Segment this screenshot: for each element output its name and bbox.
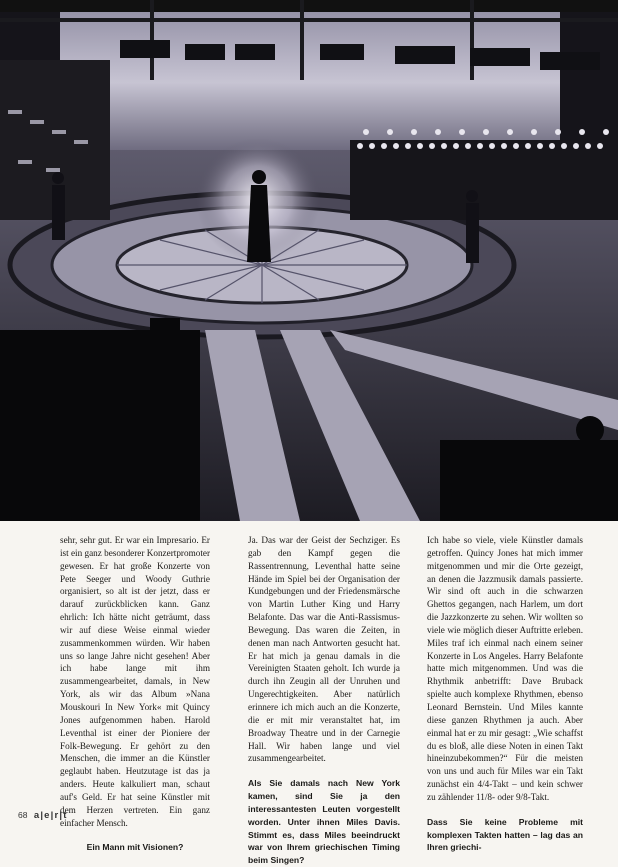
page-footer [18, 810, 68, 821]
text-column-1 [60, 534, 210, 854]
answer-paragraph: Ja. Das war der Geist der Sechziger. Es gab den Kampf gegen die Rassentrennung, Leventhal hatte seine Hände im Spiel bei der Organisation der Kundgebungen und der Friedensmärsche von Martin Luther King und Harry Belafonte. Das war die Anti-Rassismus-Bewegung. Das waren die Zeiten, in denen man nach Antworten gesucht hat. Er hat mich ja genau damals in die Vereinigten Staaten geholt. Ich wurde ja durch ihn Zeugin all der Unruhen und Ungerechtigkeiten. Aber natürlich erinnere ich mich auch an die Konzerte, die er mit mir veranstaltet hat, im Broadway Theatre und in der Carnegie Hall. Wir haben lange und viel zusammengearbeitet. [248, 535, 400, 764]
text-column-3 [427, 534, 583, 854]
choir-silhouettes [350, 140, 618, 220]
text-column-2 [248, 534, 400, 867]
answer-paragraph: sehr, sehr gut. Er war ein Impresario. Er ist ein ganz besonderer Konzertpromoter gewesen. Er hat große Konzerte von Pete Seeger und Woody Guthrie organisiert, so alt ist der jetzt, dass er darauf zurückblicken kann. Ganz ehrlich: Ich hätte nicht geträumt, dass wir auf diese Weise einmal wieder zusammenkommen würden. Wir haben uns so lange Jahre nicht gesehen! Aber ich habe lange mit ihm zusammengearbeitet, damals, in New York, als wir das Album »Nana Mouskouri In New York« mit Quincy Jones aufgenommen haben. Harold Leventhal ist einer der Pioniere der Folk-Bewegung. Er gehört zu den Menschen, die immer an die Künstler geglaubt haben. Heutzutage ist das ja anders. Heute kalkuliert man, schaut auf's Geld. Er hat seine Künstler mit dem Herzen vertreten. Ein ganz einfacher Mensch. [60, 535, 211, 828]
interview-question: Dass Sie keine Probleme mit komplexen Takten hatten – lag das an Ihren griechi- [427, 816, 583, 853]
answer-paragraph: Ich habe so viele, viele Künstler damals getroffen. Quincy Jones hat mich immer mitgenommen und mir die Orte gezeigt, an denen die Jazzmusik damals passierte. Wir sind oft auch in die schwarzen Ghettos gegangen, nach Harlem, um dort die Jazzkonzerte zu sehen. Wir wollten so viele wie möglich dieser Auftritte erleben. Miles traf ich einmal nach einem seiner Konzerte in Los Angeles. Harry Belafonte hatte mich mitgenommen. Und was die Rhythmik anbetrifft: Dave Bruback spielte auch komplexe Rhythmen, ebenso Leonard Bernstein. Und Miles kannte diese ganzen Rhythmen ja auch. Aber einmal hat er zu mir gesagt: „Wie schaffst du es bloß, alle diese Noten in einen Takt hineinzubekommen?“ Für die meisten von uns und auch für Miles war ein Takt zunächst ein 4/4-Takt – und kein schwer zu zählender 11/8- oder 9/8-Takt. [427, 535, 583, 802]
page-number: 68 [18, 810, 28, 820]
magazine-logo: a|e|r|t [33, 810, 68, 821]
interview-question: Als Sie damals nach New York kamen, sind Sie ja den interessantesten Leuten vorgestellt worden. Unter ihnen Miles Davis. Stimmt es, dass Miles beeindruckt war von Ihrem griechischen Timing beim Singen? [248, 778, 400, 866]
interview-question: Ein Mann mit Visionen? [86, 842, 184, 853]
